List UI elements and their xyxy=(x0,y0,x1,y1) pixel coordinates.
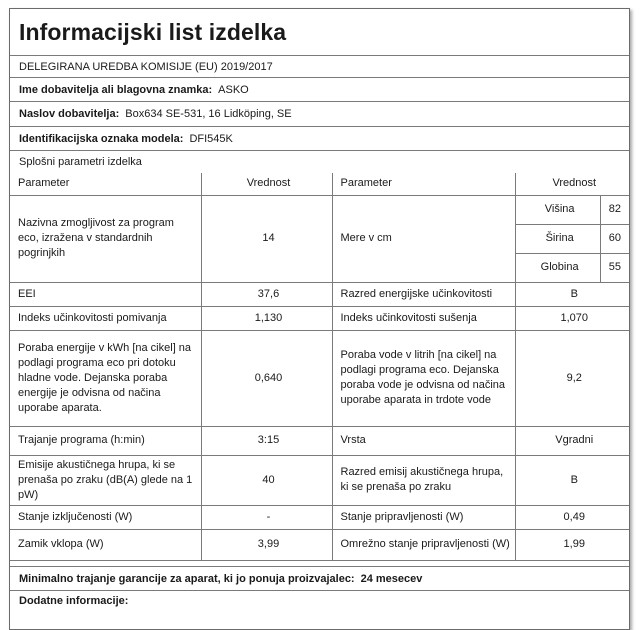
depth-value: 55 xyxy=(600,253,629,282)
capacity-label: Nazivna zmogljivost za program eco, izražena v standardnih pogrinjkih xyxy=(10,195,201,282)
height-label: Višina xyxy=(516,196,601,225)
table-header-row xyxy=(10,173,629,195)
energy-class-value: B xyxy=(515,282,629,306)
product-information-sheet xyxy=(9,8,630,630)
additional-label: Dodatne informacije: xyxy=(19,594,129,607)
cleaning-index-value: 1,130 xyxy=(201,306,332,330)
header-value-2: Vrednost xyxy=(515,173,629,195)
noise-class-label: Razred emisij akustičnega hrupa, ki se prenaša po zraku xyxy=(332,455,515,505)
model-value: DFI545K xyxy=(189,132,233,145)
table-row xyxy=(10,330,629,426)
network-standby-label: Omrežno stanje pripravljenosti (W) xyxy=(332,529,515,560)
energy-class-label: Razred energijske učinkovitosti xyxy=(332,282,515,306)
general-title-row xyxy=(10,150,629,173)
dimensions-label: Mere v cm xyxy=(332,195,515,282)
type-label: Vrsta xyxy=(332,426,515,455)
cleaning-index-label: Indeks učinkovitosti pomivanja xyxy=(10,306,201,330)
address-value: Box634 SE-531, 16 Lidköping, SE xyxy=(125,108,292,120)
duration-value: 3:15 xyxy=(201,426,332,455)
height-value: 82 xyxy=(608,203,621,215)
additional-row xyxy=(10,590,629,610)
capacity-value: 14 xyxy=(201,195,332,282)
table-row xyxy=(10,306,629,330)
guarantee-value: 24 mesecev xyxy=(360,572,423,585)
type-value: Vgradni xyxy=(515,426,629,455)
depth-label: Globina xyxy=(516,253,601,282)
model-row xyxy=(10,126,629,150)
table-row xyxy=(10,282,629,306)
standby-value: 0,49 xyxy=(515,505,629,529)
width-label: Širina xyxy=(516,224,601,253)
delay-start-value: 3,99 xyxy=(201,529,332,560)
page-title: Informacijski list izdelka xyxy=(19,19,287,45)
standby-label: Stanje pripravljenosti (W) xyxy=(332,505,515,529)
table-row xyxy=(10,529,629,560)
drying-index-label: Indeks učinkovitosti sušenja xyxy=(332,306,515,330)
model-label: Identifikacijska oznaka modela: xyxy=(19,132,184,145)
regulation-text: DELEGIRANA UREDBA KOMISIJE (EU) 2019/2017 xyxy=(19,60,273,73)
eei-value: 37,6 xyxy=(201,282,332,306)
noise-value: 40 xyxy=(201,455,332,505)
drying-index-value: 1,070 xyxy=(515,306,629,330)
energy-value: 0,640 xyxy=(201,330,332,426)
duration-label: Trajanje programa (h:min) xyxy=(10,426,201,455)
parameters-table xyxy=(10,173,629,561)
water-value: 9,2 xyxy=(515,330,629,426)
guarantee-row xyxy=(10,566,629,590)
network-standby-value: 1,99 xyxy=(515,529,629,560)
address-label: Naslov dobavitelja: xyxy=(19,108,120,120)
off-mode-value: - xyxy=(201,505,332,529)
address-row xyxy=(10,101,629,126)
supplier-row xyxy=(10,77,629,101)
water-label: Poraba vode v litrih [na cikel] na podlagi programa eco. Dejanska poraba vode je odvisna od načina uporabe aparata in trdote vode xyxy=(332,330,515,426)
supplier-value: ASKO xyxy=(218,83,249,96)
noise-label: Emisije akustičnega hrupa, ki se prenaša po zraku (dB(A) glede na 1 pW) xyxy=(10,455,201,505)
off-mode-label: Stanje izključenosti (W) xyxy=(10,505,201,529)
delay-start-label: Zamik vklopa (W) xyxy=(10,529,201,560)
guarantee-label: Minimalno trajanje garancije za aparat, ki jo ponuja proizvajalec: xyxy=(19,572,355,585)
header-parameter: Parameter xyxy=(10,173,201,195)
general-title: Splošni parametri izdelka xyxy=(19,156,142,168)
header-parameter-2: Parameter xyxy=(332,173,515,195)
dimensions-cell xyxy=(515,195,629,282)
energy-label: Poraba energije v kWh [na cikel] na podlagi programa eco pri dotoku hladne vode. Dejanska poraba energije je odvisna od načina uporabe aparata. xyxy=(10,330,201,426)
dimensions-table xyxy=(516,196,630,282)
width-value: 60 xyxy=(600,224,629,253)
table-row xyxy=(10,505,629,529)
header-value: Vrednost xyxy=(201,173,332,195)
table-row xyxy=(10,455,629,505)
supplier-label: Ime dobavitelja ali blagovna znamka: xyxy=(19,83,213,96)
eei-label: EEI xyxy=(10,282,201,306)
table-row xyxy=(10,195,629,282)
noise-class-value: B xyxy=(515,455,629,505)
regulation-row xyxy=(10,55,629,77)
table-row xyxy=(10,426,629,455)
